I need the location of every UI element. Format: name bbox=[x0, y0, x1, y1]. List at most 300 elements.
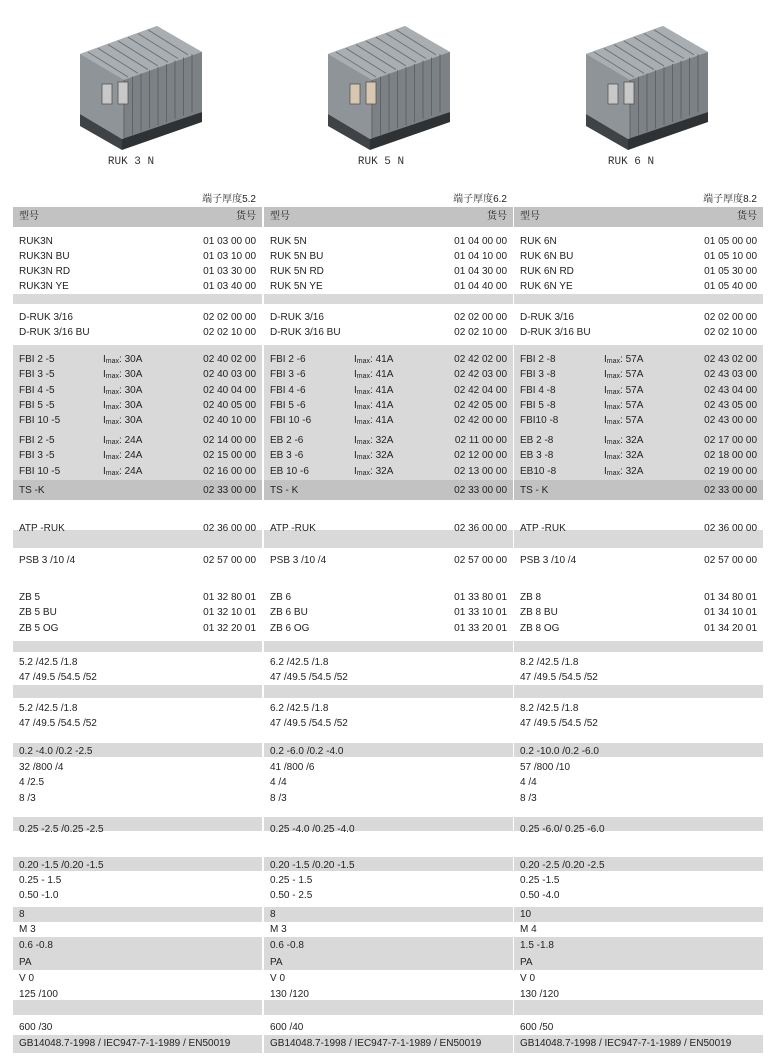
part-code: 01 05 10 00 bbox=[704, 251, 757, 262]
part-name: RUK3N bbox=[19, 236, 53, 247]
bridge-row bbox=[19, 383, 256, 398]
spec-band bbox=[514, 685, 763, 698]
strip-row bbox=[270, 907, 507, 922]
spec-value: 41 /800 /6 bbox=[270, 761, 315, 773]
part-name: RUK 6N YE bbox=[520, 281, 573, 292]
part-code: 02 02 10 00 bbox=[704, 327, 757, 338]
part-code: 02 33 00 00 bbox=[454, 485, 507, 496]
part-code: 02 43 04 00 bbox=[704, 384, 757, 396]
spec-value: 600 /40 bbox=[270, 1022, 304, 1033]
spec-value: 32 /800 /4 bbox=[19, 761, 64, 773]
eb-row bbox=[520, 433, 757, 448]
part-code: 02 40 04 00 bbox=[203, 384, 256, 396]
dimension-row bbox=[520, 716, 757, 731]
part-name: D-RUK 3/16 BU bbox=[19, 327, 90, 338]
standard-row bbox=[270, 1036, 507, 1051]
spec-band bbox=[13, 294, 262, 304]
imax-sub: max bbox=[105, 373, 120, 381]
spec-value: 130 /120 bbox=[270, 988, 309, 1000]
part-code: 02 12 00 00 bbox=[454, 450, 507, 462]
imax-label: I bbox=[604, 415, 607, 427]
current-value: 57A bbox=[625, 354, 644, 365]
screw-row bbox=[19, 938, 256, 953]
part-name: RUK 5N RD bbox=[270, 266, 324, 277]
standard-row bbox=[520, 1036, 757, 1051]
part-code: 01 04 40 00 bbox=[454, 281, 507, 292]
psb-row bbox=[520, 553, 757, 568]
current-value: 32A bbox=[375, 465, 394, 477]
part-code: 01 32 10 01 bbox=[203, 607, 256, 619]
zb-row bbox=[19, 605, 256, 620]
part-code: 02 13 00 00 bbox=[454, 465, 507, 477]
part-name: ZB 6 OG bbox=[270, 622, 310, 634]
imax-sub: max bbox=[356, 403, 371, 411]
zb-row bbox=[19, 590, 256, 605]
spec-value: 8.2 /42.5 /1.8 bbox=[520, 703, 579, 714]
part-code: 01 04 30 00 bbox=[454, 266, 507, 277]
imax-label: I bbox=[354, 435, 357, 446]
flame-row bbox=[270, 987, 507, 1002]
part-name: EB10 -8 bbox=[520, 465, 557, 477]
separator: : bbox=[370, 465, 376, 477]
current-value: 32A bbox=[375, 435, 394, 446]
spec-value: 8 /3 bbox=[520, 792, 537, 804]
part-code: 02 40 10 00 bbox=[203, 415, 256, 427]
part-code: 01 34 10 01 bbox=[704, 607, 757, 619]
imax-label: I bbox=[103, 354, 106, 365]
dimension-row bbox=[19, 716, 256, 731]
part-code: 02 33 00 00 bbox=[203, 485, 256, 496]
spec-value: 4 /4 bbox=[270, 777, 287, 788]
table-header bbox=[19, 209, 256, 224]
bridge-row bbox=[520, 413, 757, 428]
spec-band bbox=[514, 294, 763, 304]
spec-value: GB14048.7-1998 / IEC947-7-1-1989 / EN50019 bbox=[520, 1038, 732, 1049]
spec-value: 47 /49.5 /54.5 /52 bbox=[270, 672, 348, 683]
imax-value bbox=[103, 413, 142, 430]
spec-value: 47 /49.5 /54.5 /52 bbox=[270, 718, 348, 729]
dimension-row bbox=[19, 670, 256, 685]
part-name: FBI 4 -5 bbox=[19, 384, 55, 396]
wire-row bbox=[19, 760, 256, 775]
spec-value: 8.2 /42.5 /1.8 bbox=[520, 657, 579, 668]
ferrule2-row bbox=[19, 873, 256, 888]
part-code: 01 33 20 01 bbox=[454, 622, 507, 634]
part-code: 02 57 00 00 bbox=[203, 555, 256, 566]
part-name: RUK 6N RD bbox=[520, 266, 574, 277]
imax-sub: max bbox=[606, 388, 621, 396]
zb-row bbox=[19, 621, 256, 636]
eb-row bbox=[270, 448, 507, 463]
wire-row bbox=[270, 744, 507, 759]
spec-value: 0.50 - 2.5 bbox=[270, 890, 313, 901]
wire-row bbox=[270, 760, 507, 775]
terminal-row bbox=[270, 249, 507, 264]
spec-value: M 3 bbox=[270, 924, 287, 935]
imax-sub: max bbox=[356, 439, 371, 446]
separator: : bbox=[370, 354, 376, 365]
wire-row bbox=[19, 775, 256, 790]
imax-label: I bbox=[103, 435, 106, 446]
imax-sub: max bbox=[356, 419, 371, 427]
imax-label: I bbox=[354, 450, 357, 462]
spec-value: 4 /4 bbox=[520, 777, 537, 788]
part-name: PSB 3 /10 /4 bbox=[19, 555, 76, 566]
zb-row bbox=[270, 590, 507, 605]
part-code: 01 03 40 00 bbox=[203, 281, 256, 292]
atp-row bbox=[520, 521, 757, 536]
part-name: D-RUK 3/16 bbox=[270, 312, 324, 323]
ferrule-row bbox=[19, 822, 256, 837]
current-value: 30A bbox=[124, 415, 143, 427]
spec-value: 0.50 -1.0 bbox=[19, 890, 59, 901]
imax-sub: max bbox=[105, 388, 120, 396]
flame-row bbox=[270, 971, 507, 986]
part-code: 02 57 00 00 bbox=[704, 555, 757, 566]
header-type: 型号 bbox=[520, 211, 540, 222]
part-name: ZB 6 BU bbox=[270, 607, 308, 619]
part-code: 02 42 00 00 bbox=[454, 415, 507, 427]
spec-value: 0.25 -4.0 /0.25 -4.0 bbox=[270, 824, 355, 835]
part-name: ATP -RUK bbox=[270, 523, 316, 534]
imax-sub: max bbox=[105, 403, 120, 411]
part-name: RUK3N YE bbox=[19, 281, 69, 292]
bridge-row bbox=[19, 413, 256, 428]
standard-row bbox=[19, 1036, 256, 1051]
imax-value bbox=[354, 413, 393, 430]
part-name: ZB 5 BU bbox=[19, 607, 57, 619]
part-code: 02 33 00 00 bbox=[704, 485, 757, 496]
current-value: 41A bbox=[375, 354, 394, 365]
eb-row bbox=[19, 433, 256, 448]
separator: : bbox=[119, 450, 125, 462]
product-photos bbox=[0, 0, 768, 178]
dimension-row bbox=[270, 716, 507, 731]
current-value: 41A bbox=[375, 415, 394, 427]
part-name: FBI 5 -5 bbox=[19, 399, 55, 411]
spec-value: PA bbox=[270, 957, 283, 968]
spec-value: 0.25 - 1.5 bbox=[19, 875, 62, 886]
part-name: ZB 5 OG bbox=[19, 622, 59, 634]
spec-value: 10 bbox=[520, 909, 532, 920]
imax-sub: max bbox=[606, 403, 621, 411]
imax-label: I bbox=[604, 435, 607, 446]
ferrule2-row bbox=[520, 873, 757, 888]
separator: : bbox=[370, 369, 376, 381]
ts-row bbox=[270, 483, 507, 498]
part-name: FBI 10 -6 bbox=[270, 415, 312, 427]
spec-value: 0.25 -2.5 /0.25 -2.5 bbox=[19, 824, 104, 835]
part-code: 02 43 05 00 bbox=[704, 399, 757, 411]
product-photo-ruk6n bbox=[568, 14, 718, 156]
part-code: 01 03 10 00 bbox=[203, 251, 256, 262]
part-name: FBI 3 -5 bbox=[19, 369, 55, 381]
bridge-row bbox=[270, 383, 507, 398]
spec-value: 8 /3 bbox=[19, 792, 36, 804]
part-code: 01 33 80 01 bbox=[454, 592, 507, 603]
part-code: 02 43 03 00 bbox=[704, 369, 757, 381]
spec-value: 0.25 -6.0/ 0.25 -6.0 bbox=[520, 824, 605, 835]
part-code: 02 36 00 00 bbox=[704, 523, 757, 534]
part-name: ZB 6 bbox=[270, 592, 292, 603]
ts-row bbox=[19, 483, 256, 498]
eb-row bbox=[19, 464, 256, 479]
spec-value: GB14048.7-1998 / IEC947-7-1-1989 / EN50019 bbox=[19, 1038, 231, 1049]
imax-label: I bbox=[103, 450, 106, 462]
part-name: D-RUK 3/16 bbox=[19, 312, 73, 323]
part-name: EB 2 -6 bbox=[270, 435, 304, 446]
ferrule2-row bbox=[19, 888, 256, 903]
spec-table bbox=[13, 190, 763, 1053]
part-name: ATP -RUK bbox=[520, 523, 566, 534]
spec-value: V 0 bbox=[270, 973, 286, 984]
part-code: 01 05 30 00 bbox=[704, 266, 757, 277]
dimension-row bbox=[19, 701, 256, 716]
spec-value: 1.5 -1.8 bbox=[520, 939, 554, 951]
current-value: 41A bbox=[375, 399, 394, 411]
terminal-row bbox=[19, 264, 256, 279]
thickness-label bbox=[270, 192, 507, 207]
part-name: EB 10 -6 bbox=[270, 465, 309, 477]
part-name: PSB 3 /10 /4 bbox=[270, 555, 327, 566]
current-value: 57A bbox=[625, 415, 644, 427]
eb-row bbox=[19, 448, 256, 463]
part-code: 02 36 00 00 bbox=[203, 523, 256, 534]
ferrule2-row bbox=[270, 888, 507, 903]
part-name: ZB 8 bbox=[520, 592, 542, 603]
spec-value: 8 /3 bbox=[270, 792, 287, 804]
part-code: 01 32 80 01 bbox=[203, 592, 256, 603]
strip-row bbox=[520, 907, 757, 922]
spec-value: M 4 bbox=[520, 924, 537, 935]
spec-band bbox=[514, 1000, 763, 1015]
imax-sub: max bbox=[606, 439, 621, 446]
imax-value bbox=[103, 464, 142, 481]
bridge-row bbox=[270, 367, 507, 382]
part-name: ZB 5 bbox=[19, 592, 41, 603]
spec-value: 47 /49.5 /54.5 /52 bbox=[19, 672, 97, 683]
imax-sub: max bbox=[105, 419, 120, 427]
spec-value: 6.2 /42.5 /1.8 bbox=[270, 703, 329, 714]
wire-row bbox=[520, 760, 757, 775]
part-code: 02 02 10 00 bbox=[454, 327, 507, 338]
spec-value: 8 bbox=[270, 909, 276, 920]
separator: : bbox=[620, 399, 626, 411]
end-plate-row bbox=[520, 310, 757, 325]
bridge-row bbox=[520, 367, 757, 382]
spec-value: 8 bbox=[19, 909, 25, 920]
end-plate-row bbox=[19, 310, 256, 325]
spec-value: 0.2 -10.0 /0.2 -6.0 bbox=[520, 746, 599, 757]
product-photo-ruk3n bbox=[62, 14, 212, 156]
spec-column bbox=[263, 190, 513, 1053]
terminal-row bbox=[520, 279, 757, 294]
rating-row bbox=[19, 1020, 256, 1035]
part-name: RUK3N BU bbox=[19, 251, 70, 262]
terminal-row bbox=[19, 279, 256, 294]
imax-label: I bbox=[354, 465, 357, 477]
dimension-row bbox=[520, 670, 757, 685]
part-name: FBI 2 -5 bbox=[19, 435, 55, 446]
separator: : bbox=[119, 435, 125, 446]
imax-sub: max bbox=[105, 454, 120, 462]
imax-sub: max bbox=[356, 454, 371, 462]
imax-label: I bbox=[604, 354, 607, 365]
imax-sub: max bbox=[105, 439, 120, 446]
current-value: 30A bbox=[124, 354, 143, 365]
imax-sub: max bbox=[105, 358, 120, 365]
ferrule2-row bbox=[270, 873, 507, 888]
spec-value: 0.25 -1.5 bbox=[520, 875, 560, 886]
eb-row bbox=[520, 448, 757, 463]
header-code: 货号 bbox=[236, 211, 256, 222]
spec-value: 5.2 /42.5 /1.8 bbox=[19, 703, 78, 714]
part-name: TS - K bbox=[270, 485, 299, 496]
imax-sub: max bbox=[606, 358, 621, 365]
part-code: 02 15 00 00 bbox=[203, 450, 256, 462]
imax-label: I bbox=[103, 384, 106, 396]
imax-value bbox=[604, 413, 643, 430]
spec-band bbox=[264, 641, 513, 652]
spec-band bbox=[13, 641, 262, 652]
part-code: 02 57 00 00 bbox=[454, 555, 507, 566]
part-code: 01 34 20 01 bbox=[704, 622, 757, 634]
material-row bbox=[19, 955, 256, 970]
imax-label: I bbox=[354, 415, 357, 427]
terminal-row bbox=[270, 234, 507, 249]
spec-value: V 0 bbox=[19, 973, 35, 984]
flame-row bbox=[520, 987, 757, 1002]
separator: : bbox=[370, 415, 376, 427]
material-row bbox=[270, 955, 507, 970]
part-code: 02 40 02 00 bbox=[203, 354, 256, 365]
separator: : bbox=[119, 415, 125, 427]
part-name: FBI 3 -6 bbox=[270, 369, 306, 381]
current-value: 32A bbox=[375, 450, 394, 462]
spec-value: 125 /100 bbox=[19, 988, 58, 1000]
separator: : bbox=[620, 465, 626, 477]
header-code: 货号 bbox=[487, 211, 507, 222]
spec-value: 4 /2.5 bbox=[19, 777, 45, 788]
spec-value: 0.20 -1.5 /0.20 -1.5 bbox=[19, 860, 104, 871]
dimension-row bbox=[520, 701, 757, 716]
separator: : bbox=[370, 435, 376, 446]
screw-row bbox=[520, 938, 757, 953]
separator: : bbox=[119, 384, 125, 396]
spec-value: 5.2 /42.5 /1.8 bbox=[19, 657, 78, 668]
end-plate-row bbox=[270, 325, 507, 340]
zb-row bbox=[520, 605, 757, 620]
spec-value: 0.2 -6.0 /0.2 -4.0 bbox=[270, 746, 344, 757]
dimension-row bbox=[520, 655, 757, 670]
imax-sub: max bbox=[356, 358, 371, 365]
spec-value: GB14048.7-1998 / IEC947-7-1-1989 / EN50019 bbox=[270, 1038, 482, 1049]
part-name: ZB 8 BU bbox=[520, 607, 558, 619]
current-value: 57A bbox=[625, 384, 644, 396]
spec-band bbox=[264, 294, 513, 304]
spec-value: 0.6 -0.8 bbox=[19, 939, 53, 951]
wire-row bbox=[270, 791, 507, 806]
imax-sub: max bbox=[606, 419, 621, 427]
separator: : bbox=[620, 369, 626, 381]
terminal-row bbox=[19, 249, 256, 264]
spec-value: 130 /120 bbox=[520, 988, 559, 1000]
bridge-row bbox=[270, 398, 507, 413]
eb-row bbox=[270, 433, 507, 448]
separator: : bbox=[370, 399, 376, 411]
dimension-row bbox=[270, 701, 507, 716]
separator: : bbox=[119, 369, 125, 381]
current-value: 30A bbox=[124, 399, 143, 411]
terminal-row bbox=[270, 264, 507, 279]
part-name: PSB 3 /10 /4 bbox=[520, 555, 577, 566]
ferrule-row bbox=[270, 822, 507, 837]
flame-row bbox=[19, 971, 256, 986]
spec-value: 47 /49.5 /54.5 /52 bbox=[520, 718, 598, 729]
zb-row bbox=[270, 605, 507, 620]
eb-row bbox=[520, 464, 757, 479]
spec-value: M 3 bbox=[19, 924, 36, 935]
imax-value bbox=[604, 464, 643, 481]
imax-sub: max bbox=[606, 469, 621, 477]
part-name: FBI 4 -6 bbox=[270, 384, 306, 396]
imax-sub: max bbox=[356, 469, 371, 477]
part-code: 02 40 03 00 bbox=[203, 369, 256, 381]
spec-value: 0.2 -4.0 /0.2 -2.5 bbox=[19, 746, 93, 757]
thickness-text: 端子厚度5.2 bbox=[202, 194, 256, 205]
screw-row bbox=[19, 922, 256, 937]
part-code: 02 02 00 00 bbox=[704, 312, 757, 323]
ferrule2-row bbox=[19, 858, 256, 873]
imax-value bbox=[354, 464, 393, 481]
bridge-row bbox=[19, 352, 256, 367]
part-code: 02 42 02 00 bbox=[454, 354, 507, 365]
flame-row bbox=[520, 971, 757, 986]
end-plate-row bbox=[19, 325, 256, 340]
separator: : bbox=[620, 384, 626, 396]
spec-band bbox=[13, 1000, 262, 1015]
wire-row bbox=[520, 744, 757, 759]
part-name: RUK 5N YE bbox=[270, 281, 323, 292]
part-code: 02 18 00 00 bbox=[704, 450, 757, 462]
product-caption: RUK 6 N bbox=[607, 156, 655, 168]
spec-value: 0.20 -1.5 /0.20 -1.5 bbox=[270, 860, 355, 871]
current-value: 41A bbox=[375, 384, 394, 396]
separator: : bbox=[620, 450, 626, 462]
separator: : bbox=[370, 384, 376, 396]
table-header bbox=[520, 209, 757, 224]
wire-row bbox=[19, 791, 256, 806]
part-name: FBI10 -8 bbox=[520, 415, 559, 427]
current-value: 32A bbox=[625, 465, 644, 477]
part-code: 01 32 20 01 bbox=[203, 622, 256, 634]
terminal-row bbox=[19, 234, 256, 249]
separator: : bbox=[119, 465, 125, 477]
bridge-row bbox=[270, 413, 507, 428]
spec-column bbox=[513, 190, 763, 1053]
imax-label: I bbox=[103, 415, 106, 427]
wire-row bbox=[19, 744, 256, 759]
part-name: FBI 3 -8 bbox=[520, 369, 556, 381]
part-name: TS -K bbox=[19, 485, 45, 496]
spec-value: 0.50 -4.0 bbox=[520, 890, 560, 901]
imax-sub: max bbox=[606, 454, 621, 462]
rating-row bbox=[520, 1020, 757, 1035]
imax-label: I bbox=[604, 465, 607, 477]
part-code: 02 02 10 00 bbox=[203, 327, 256, 338]
material-row bbox=[520, 955, 757, 970]
ferrule2-row bbox=[520, 858, 757, 873]
